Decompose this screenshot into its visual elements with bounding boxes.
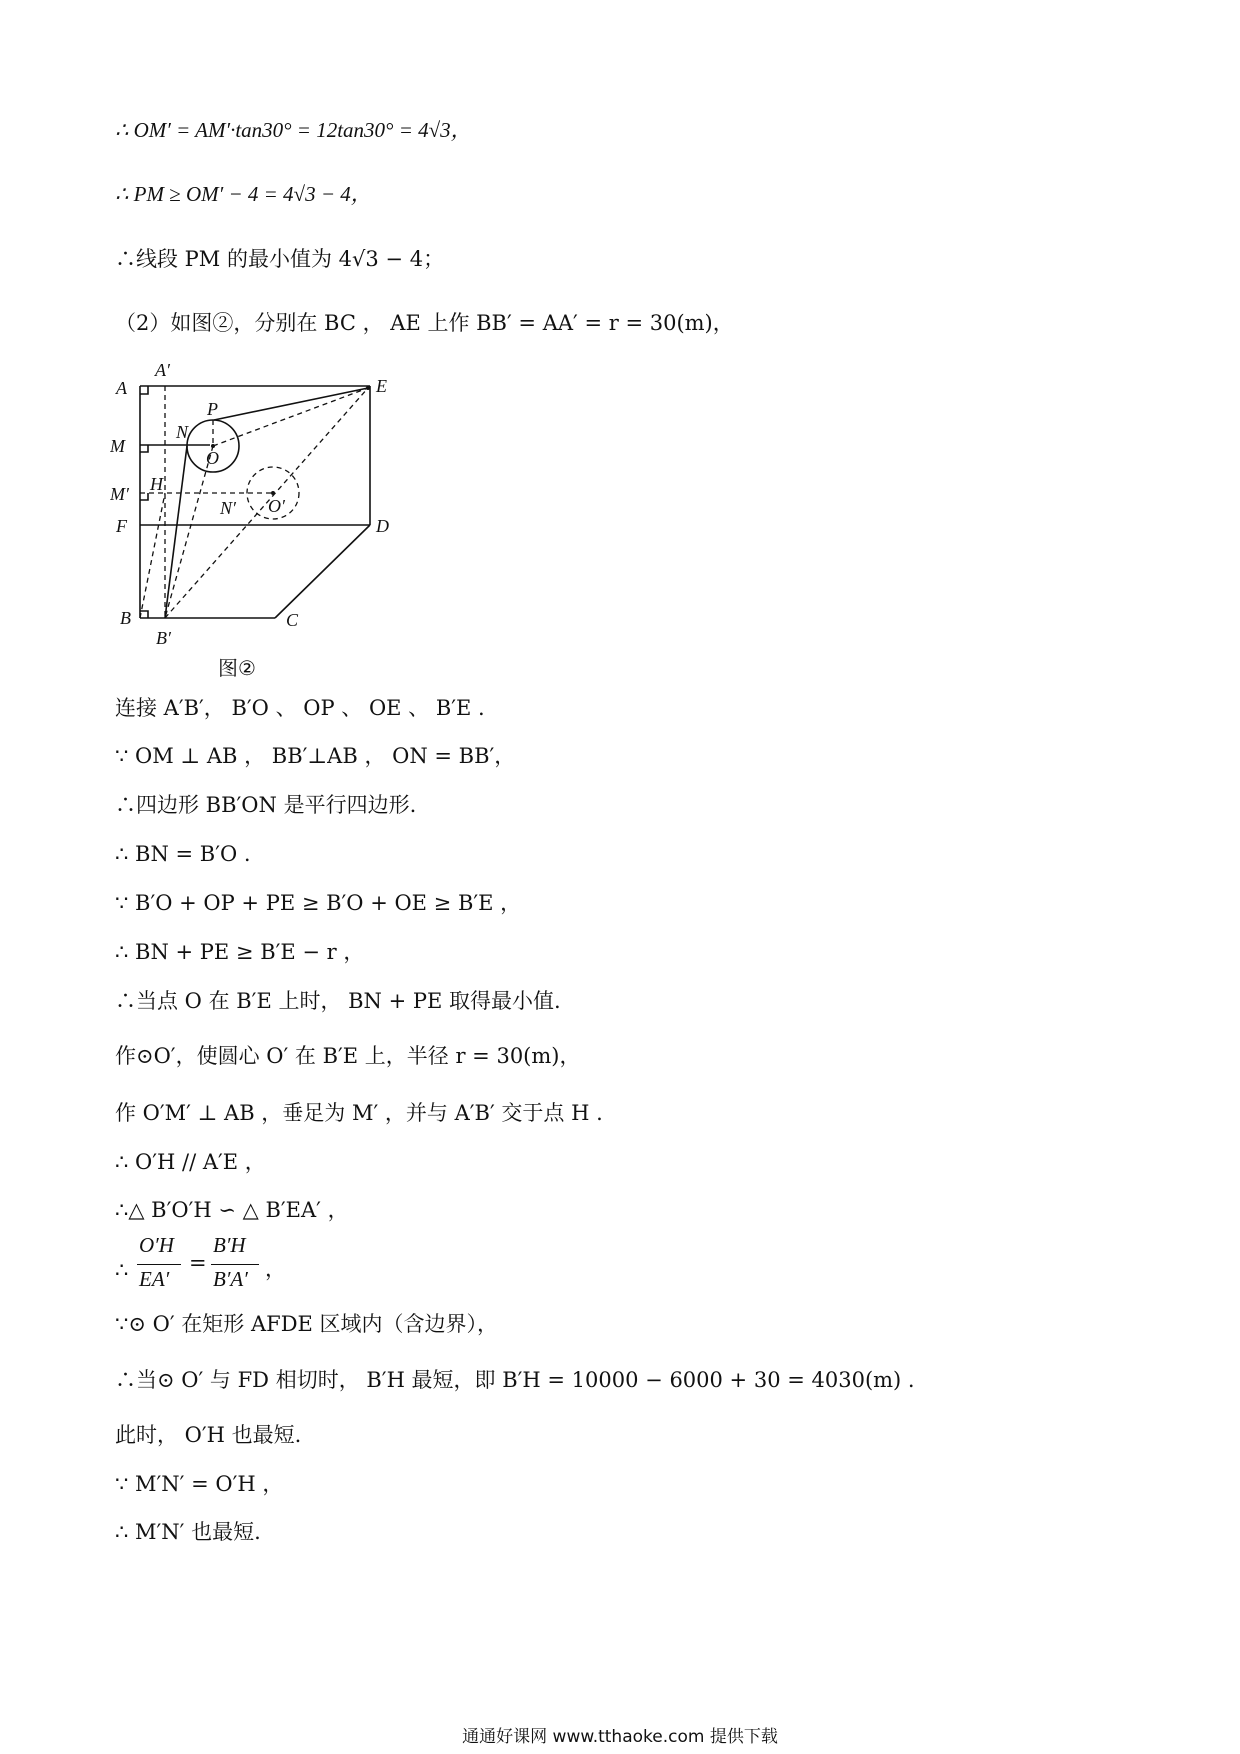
line-19: ∵ M′N′ = O′H ， [115,1472,284,1496]
label-B-prime: B′ [156,628,171,648]
label-D: D [376,516,389,536]
line-10: ∴ BN + PE ≥ B′E − r ， [115,940,365,964]
footer: 通通好课网 www.tthaoke.com 提供下载 [462,1727,778,1747]
left-numerator: O′H [139,1233,174,1257]
line-9: ∵ B′O + OP + PE ≥ B′O + OE ≥ B′E ， [115,891,522,915]
line-3: ∴线段 PM 的最小值为 4√3 − 4； [115,247,445,271]
label-M-prime: M′ [110,484,129,504]
line-5: 连接 A′B′， B′O 、 OP 、 OE 、 B′E . [115,696,485,720]
label-A-prime: A′ [155,360,170,380]
fraction-prefix: ∴ [115,1258,129,1282]
line-13: 作 O′M′ ⊥ AB ，垂足为 M′ ，并与 A′B′ 交于点 H . [115,1101,603,1125]
label-B: B [120,608,131,628]
label-F: F [116,516,127,536]
left-denominator: EA′ [139,1267,170,1291]
label-N: N [176,422,189,442]
line-16: ∵⊙ O′ 在矩形 AFDE 区域内（含边界）， [115,1312,499,1336]
line-8: ∴ BN = B′O . [115,842,251,866]
line-7: ∴四边形 BB′ON 是平行四边形. [115,793,417,817]
left-fraction-bar [137,1264,181,1265]
line-6: ∵ OM ⊥ AB ， BB′⊥AB ， ON = BB′， [115,744,516,768]
line-15: ∴△ B′O′H ∽ △ B′EA′ ， [115,1198,349,1222]
fraction-suffix: ， [265,1257,286,1281]
line-4: （2）如图②，分别在 BC ， AE 上作 BB′ = AA′ = r = 30(m)， [115,311,734,335]
label-O: O [206,448,219,468]
right-fraction-bar [211,1264,259,1265]
line-11: ∴当点 O 在 B′E 上时， BN + PE 取得最小值. [115,989,561,1013]
line-2: ∴ PM ≥ OM′ − 4 = 4√3 − 4， [115,182,372,206]
label-E: E [376,376,387,396]
right-numerator: B′H [213,1233,246,1257]
label-P: P [207,399,218,419]
line-17: ∴当⊙ O′ 与 FD 相切时， B′H 最短，即 B′H = 10000 − 6000 + 30 = 4030(m) . [115,1368,915,1392]
label-H: H [150,474,163,494]
geometry-figure [110,360,410,670]
line-1: ∴ OM′ = AM′·tan30° = 12tan30° = 4√3， [115,118,472,142]
right-denominator: B′A′ [213,1267,248,1291]
line-14: ∴ O′H // A′E ， [115,1150,266,1174]
line-12: 作⊙O′，使圆心 O′ 在 B′E 上，半径 r = 30(m)， [115,1044,581,1068]
label-N-prime: N′ [220,498,236,518]
label-A: A [116,378,127,398]
line-18: 此时， O′H 也最短. [115,1423,302,1447]
label-C: C [286,610,299,630]
fraction-equals: = [189,1251,207,1275]
label-M: M [110,436,125,456]
label-O-prime: O′ [268,496,285,516]
line-20: ∴ M′N′ 也最短. [115,1520,261,1544]
figure-caption: 图② [218,656,256,680]
